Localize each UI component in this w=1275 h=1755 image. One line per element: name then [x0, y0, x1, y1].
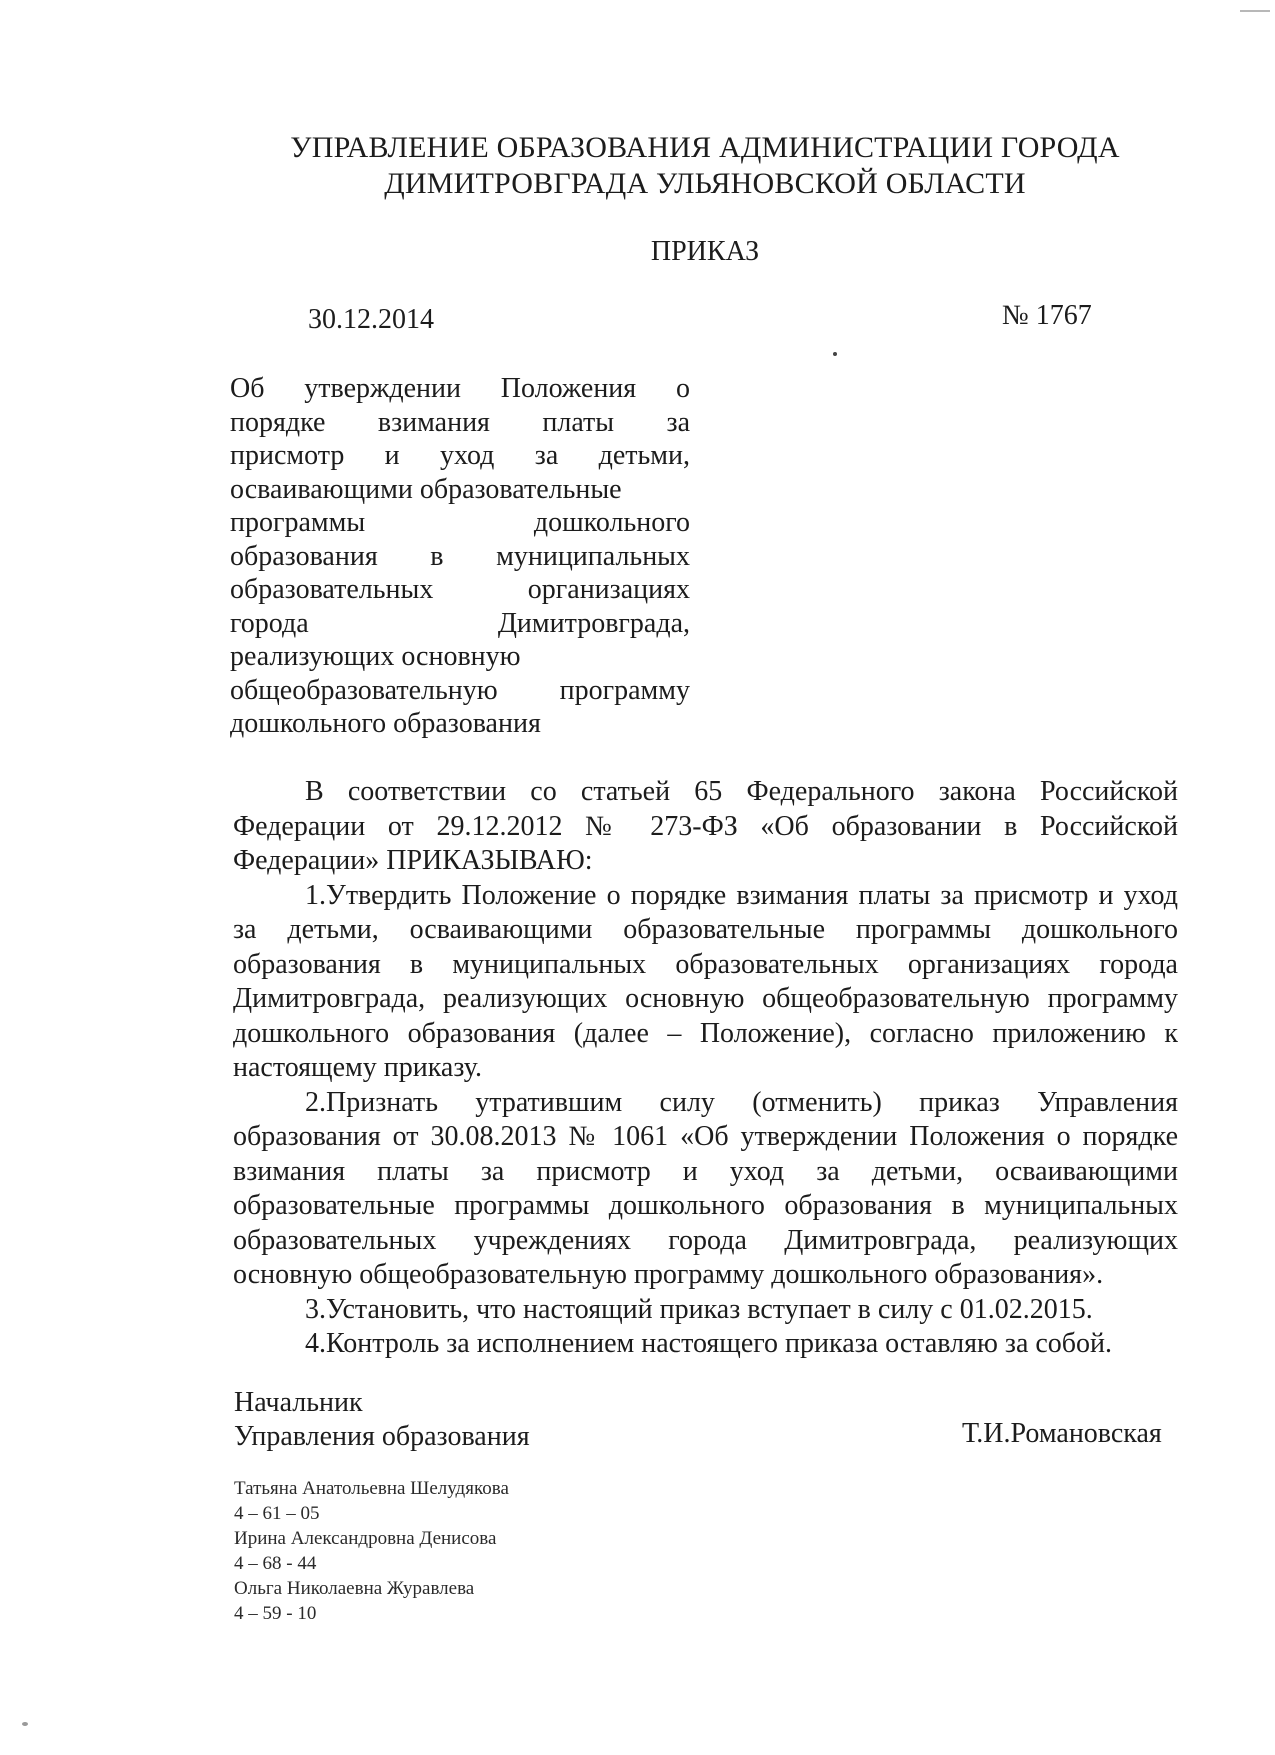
order-date: 30.12.2014: [308, 304, 434, 335]
subject-line: образования в муниципальных: [230, 540, 690, 572]
contact-name: Татьяна Анатольевна Шелудякова: [234, 1478, 509, 1499]
subject-line: реализующих основную: [230, 641, 521, 672]
order-number: № 1767: [1002, 300, 1092, 331]
scan-edge-mark: [1240, 10, 1270, 12]
document-header: [255, 130, 1155, 202]
subject-line: Об утверждении Положения о: [230, 373, 690, 404]
contacts-block: [234, 1476, 509, 1626]
contact-name: Ирина Александровна Денисова: [234, 1528, 497, 1549]
position-line-1: Начальник: [234, 1387, 363, 1418]
header-line-1: УПРАВЛЕНИЕ ОБРАЗОВАНИЯ АДМИНИСТРАЦИИ ГОРОДА: [290, 131, 1120, 164]
subject-line: порядке взимания платы за: [230, 406, 690, 438]
order-title: ПРИКАЗ: [650, 236, 760, 267]
order-subject: [230, 372, 690, 741]
order-item-3: 3.Установить, что настоящий приказ вступает в силу с 01.02.2015.: [305, 1293, 1093, 1325]
order-item-1: 1.Утвердить Положение о порядке взимания платы за присмотр и уход за детьми, осваивающими образовательные программы дошкольного образования в муниципальных образовательных организациях города Димитровграда, реализующих основную общеобразовательную программу дошкольного образования (далее – Положение), согласно приложению к настоящему приказу.: [233, 879, 1178, 1083]
scan-dust: [833, 352, 837, 356]
order-item-2: 2.Признать утратившим силу (отменить) приказ Управления образования от 30.08.2013 № 1061 «Об утверждении Положения о порядке взимания платы за присмотр и уход за детьми, осваивающими образовательные программы дошкольного образования в муниципальных образовательных учреждениях города Димитровграда, реализующих основную общеобразовательную программу дошкольного образования».: [233, 1086, 1178, 1290]
header-line-2: ДИМИТРОВГРАДА УЛЬЯНОВСКОЙ ОБЛАСТИ: [384, 167, 1026, 200]
contact-name: Ольга Николаевна Журавлева: [234, 1578, 475, 1599]
preamble-paragraph: В соответствии со статьей 65 Федерального закона Российской Федерации от 29.12.2012 № 273-ФЗ «Об образовании в Российской Федерации» ПРИКАЗЫВАЮ:: [233, 776, 1178, 876]
subject-line: присмотр и уход за детьми,: [230, 440, 690, 471]
position-line-2: Управления образования: [234, 1421, 530, 1452]
contact-phone: 4 – 61 – 05: [234, 1503, 320, 1524]
order-body: [233, 775, 1178, 1362]
scan-dust: [22, 1722, 28, 1726]
signatory-name: Т.И.Романовская: [962, 1418, 1162, 1449]
contact-phone: 4 – 59 - 10: [234, 1603, 317, 1624]
subject-line: образовательных организациях: [230, 574, 690, 605]
subject-line: общеобразовательную программу: [230, 674, 690, 706]
subject-line: дошкольного образования: [230, 708, 541, 739]
signatory-position: [234, 1386, 530, 1454]
subject-line: осваивающими образовательные: [230, 473, 622, 505]
subject-line: программы дошкольного: [230, 507, 690, 538]
subject-line: города Димитровграда,: [230, 607, 690, 639]
contact-phone: 4 – 68 - 44: [234, 1553, 317, 1574]
order-item-4: 4.Контроль за исполнением настоящего приказа оставляю за собой.: [305, 1328, 1113, 1359]
